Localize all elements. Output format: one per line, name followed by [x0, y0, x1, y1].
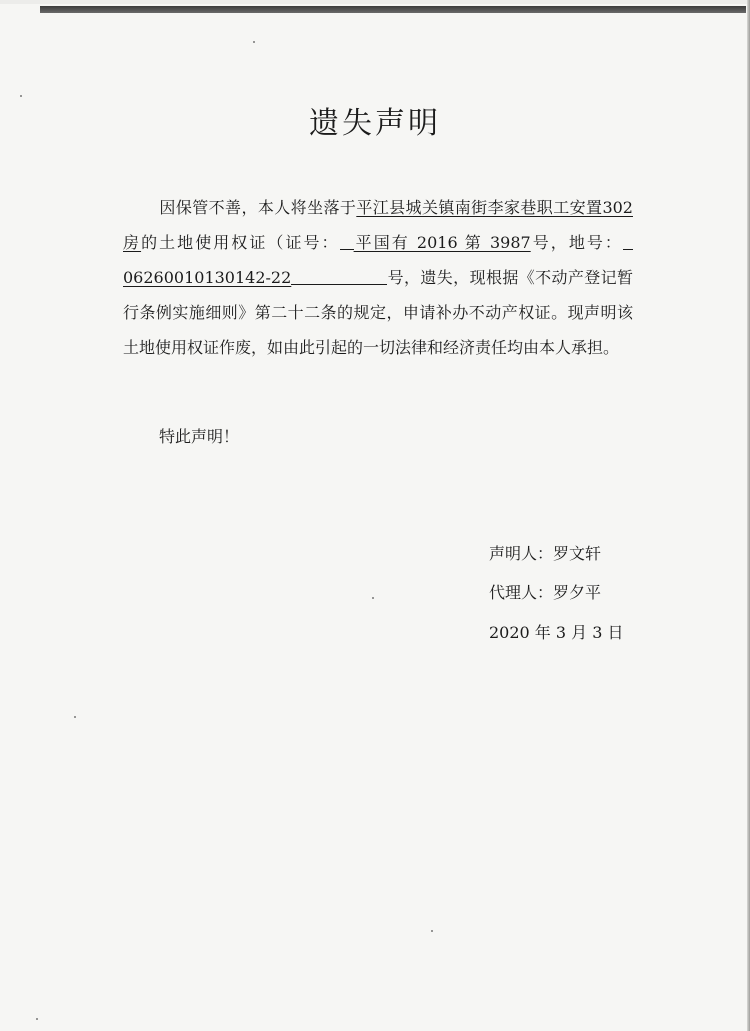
- scan-speck: [36, 1018, 38, 1020]
- body-intro: 因保管不善，本人将坐落于: [159, 198, 357, 217]
- scan-shadow-bar: [40, 6, 746, 13]
- land-number: 06260010130142-22: [123, 268, 292, 287]
- document-title: 遗失声明: [309, 106, 441, 141]
- body-statement: 号，遗失，现根据《不动产登记暂行条例实施细则》第二十二条的规定，申请补办不动产权证。现声明该土地使用权证作废，如由此引起的一切法律和经济责任均由本人承担。: [123, 268, 633, 357]
- scan-speck: [20, 95, 22, 97]
- declarant-line: [489, 541, 601, 564]
- body-land-intro: 号，地号：: [530, 233, 623, 252]
- scan-speck: [74, 716, 76, 718]
- statement-body: [123, 190, 633, 365]
- scan-border: [0, 0, 750, 4]
- scan-speck: [253, 41, 255, 43]
- scan-speck: [372, 597, 374, 599]
- agent-name: 罗夕平: [553, 583, 602, 602]
- underline-gap: [291, 268, 387, 285]
- closing-line: 特此声明！: [159, 427, 240, 446]
- statement-date: 2020 年 3 月 3 日: [489, 623, 624, 642]
- underline-gap: [623, 233, 633, 250]
- declarant-name: 罗文轩: [553, 544, 602, 563]
- agent-line: [489, 580, 601, 603]
- scan-speck: [431, 930, 433, 932]
- certificate-number: 平国有 2016 第 3987: [353, 233, 531, 252]
- declarant-label: 声明人：: [489, 544, 554, 563]
- property-location: 平江县城关镇南街李家巷职工安置302房: [123, 198, 633, 252]
- agent-label: 代理人：: [489, 583, 554, 602]
- underline-gap: [340, 233, 354, 250]
- body-certificate-intro: 的土地使用权证（证号：: [141, 233, 340, 252]
